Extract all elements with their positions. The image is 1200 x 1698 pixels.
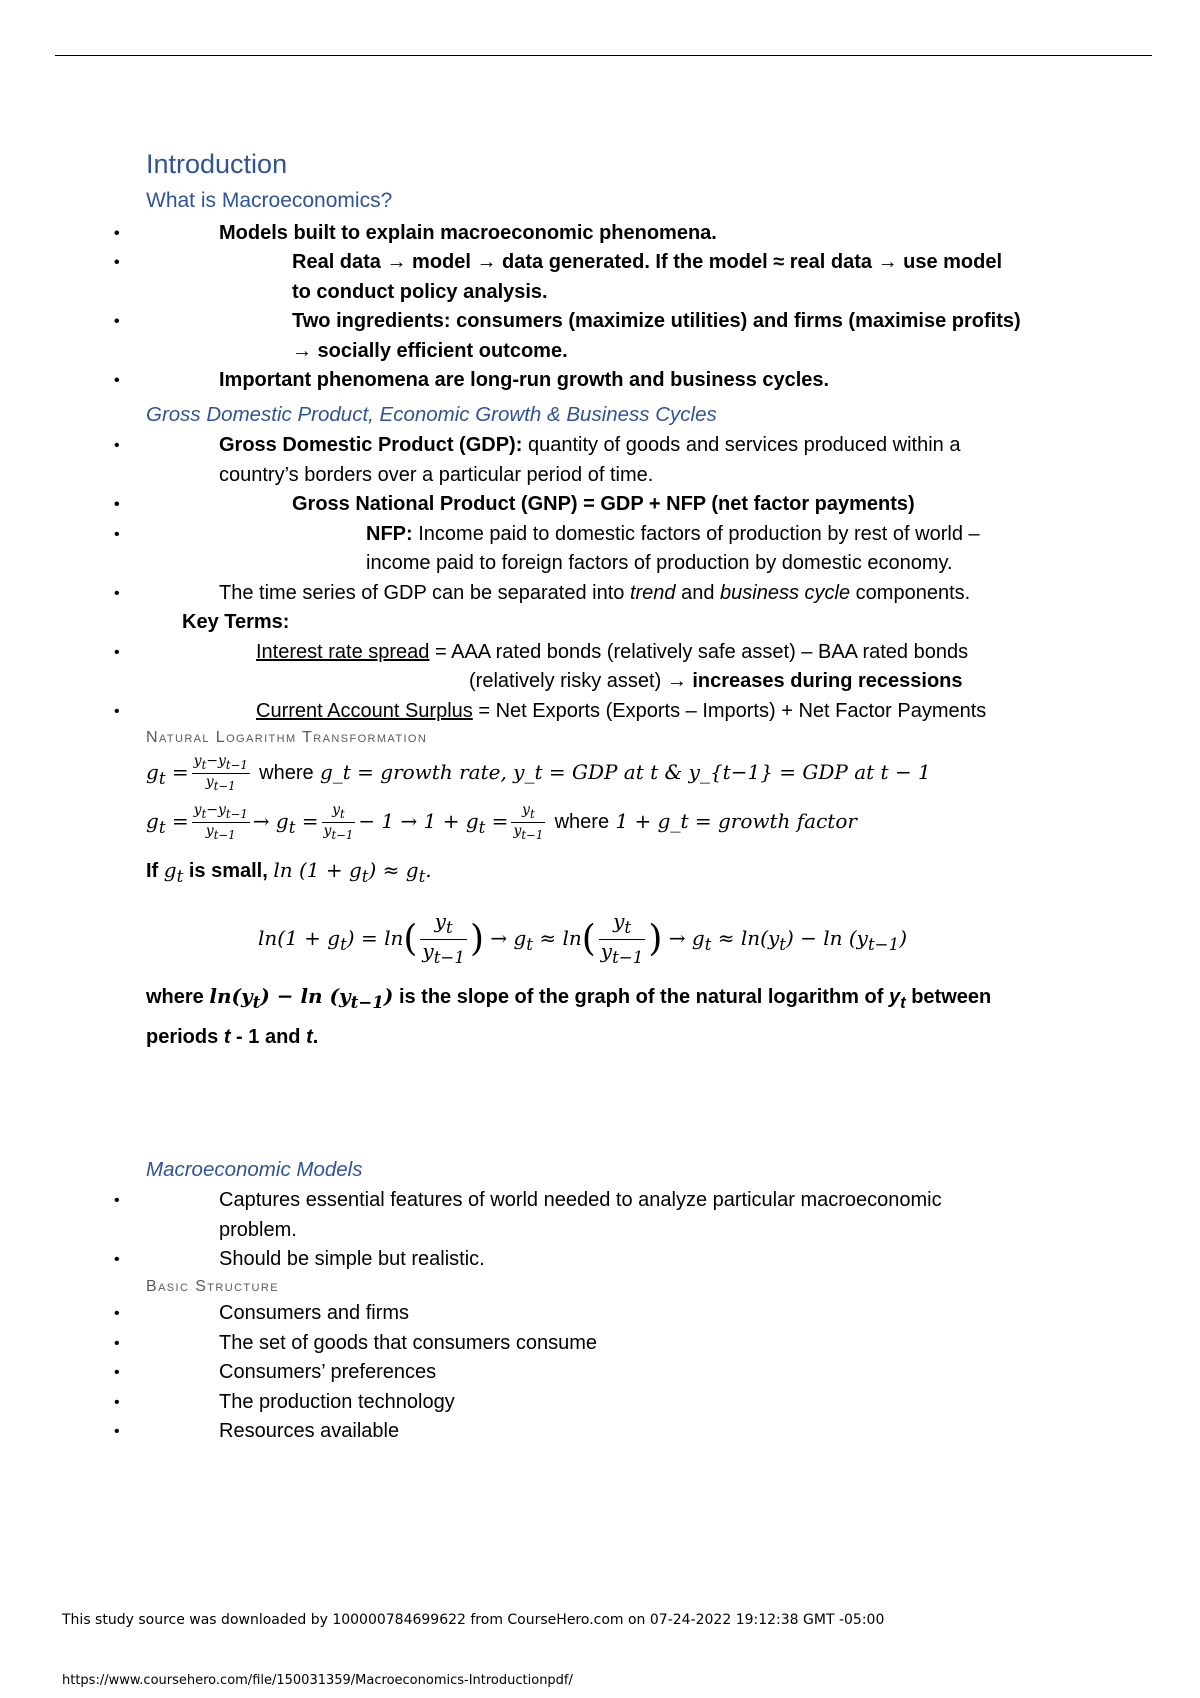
- list-key-terms: [146, 638, 1076, 727]
- list-item: • Two ingredients: consumers (maximize utilities) and firms (maximise profits) → socially efficient outcome.: [146, 307, 1076, 366]
- list-macro-models: [146, 1186, 1076, 1275]
- list-item: • Real data → model → data generated. If the model ≈ real data → use model to conduct policy analysis.: [146, 248, 1076, 307]
- equation-log-approximation: $\ln(1 + g_t) = \ln$( $\frac{y_t}{y_{t-1}}$ ) → $g_t \approx \ln$( $\frac{y_t}{y_{t-1}}$ ) → $g_t \approx \ln(y_t) - \ln (y_{t-1})$: [258, 909, 908, 968]
- header-rule: [55, 55, 1152, 56]
- list-item: • Should be simple but realistic.: [146, 1245, 1076, 1275]
- list-item: • Current Account Surplus = Net Exports (Exports – Imports) + Net Factor Payments: [146, 697, 1076, 727]
- list-item: • Consumers and firms: [146, 1299, 1076, 1329]
- list-item: • Consumers’ preferences: [146, 1358, 1076, 1388]
- heading-what-is-macroeconomics: What is Macroeconomics?: [146, 189, 393, 213]
- list-what-is-macro: [146, 219, 1076, 396]
- slope-statement: where $\ln(y_t) - \ln (y_{t-1})$ is the slope of the graph of the natural logarithm of $y_t$ between periods t - 1 and t.: [146, 984, 992, 1049]
- equation-growth-factor: $g_t$ = $\frac{y_t-y_{t-1}}{y_{t-1}}$ → $g_t$ = $\frac{y_t}{y_{t-1}}$ − $1 \to 1 + g_t$ = $\frac{y_t}{y_{t-1}}$ where 1 + g_t = growth factor: [146, 802, 857, 842]
- heading-introduction: Introduction: [146, 149, 288, 179]
- list-item: • The production technology: [146, 1388, 1076, 1418]
- footer-url-link[interactable]: https://www.coursehero.com/file/150031359/Macroeconomics-Introductionpdf/: [62, 1673, 573, 1688]
- heading-basic-structure: Basic Structure: [146, 1277, 279, 1295]
- list-item: • NFP: Income paid to domestic factors of production by rest of world – income paid to foreign factors of production by domestic economy.: [146, 520, 1076, 579]
- heading-macroeconomic-models: Macroeconomic Models: [146, 1157, 363, 1181]
- key-terms-label: Key Terms:: [182, 611, 290, 634]
- heading-gdp-growth: Gross Domestic Product, Economic Growth & Business Cycles: [146, 402, 717, 426]
- list-item: • Important phenomena are long-run growth and business cycles.: [146, 366, 1076, 396]
- list-item: • Resources available: [146, 1417, 1076, 1447]
- small-g-statement: If $g_t$ is small, $\ln (1 + g_t) \approx g_t$.: [146, 858, 432, 887]
- equation-growth-rate: $g_t$ = $\frac{y_t-y_{t-1}}{y_{t-1}}$ where g_t = growth rate, y_t = GDP at t & y_{t−1} = GDP at t − 1: [146, 753, 931, 793]
- heading-natural-log: Natural Logarithm Transformation: [146, 729, 428, 747]
- footer-source-line: This study source was downloaded by 100000784699622 from CourseHero.com on 07-24-2022 19:12:38 GMT -05:00: [62, 1612, 885, 1628]
- list-item: • Gross Domestic Product (GDP): quantity of goods and services produced within a country’s borders over a particular period of time.: [146, 431, 1076, 490]
- list-item: • Captures essential features of world needed to analyze particular macroeconomic problem.: [146, 1186, 1076, 1245]
- list-item: • Interest rate spread = AAA rated bonds (relatively safe asset) – BAA rated bonds (relatively risky asset) → increases during recessions: [146, 638, 1076, 697]
- list-gdp: [146, 431, 1076, 608]
- list-item: • Models built to explain macroeconomic phenomena.: [146, 219, 1076, 249]
- list-item: • Gross National Product (GNP) = GDP + NFP (net factor payments): [146, 490, 1076, 520]
- document-body: [146, 148, 1076, 1447]
- list-item: • The time series of GDP can be separated into trend and business cycle components.: [146, 579, 1076, 609]
- list-item: • The set of goods that consumers consume: [146, 1329, 1076, 1359]
- list-basic-structure: [146, 1299, 1076, 1447]
